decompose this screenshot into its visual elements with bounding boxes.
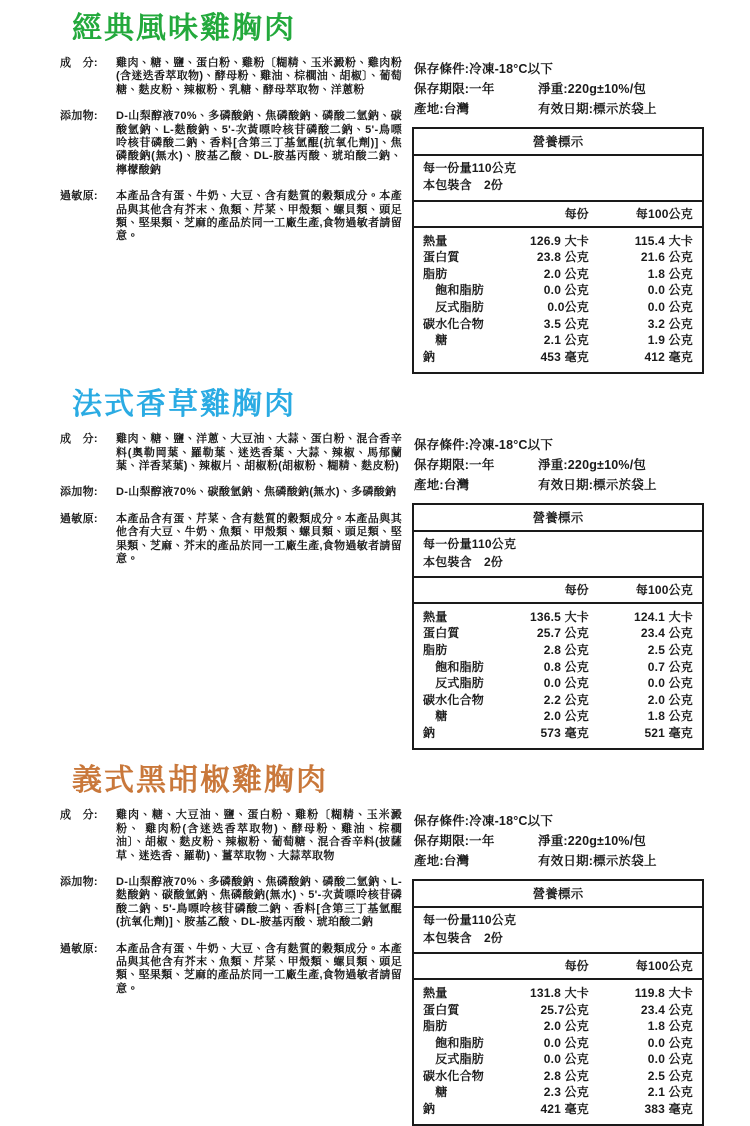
additives-label: 添加物: <box>60 875 98 888</box>
value-per-100g: 2.0 公克 <box>647 692 693 707</box>
section-body <box>60 57 724 374</box>
value-per-serving: 421 毫克 <box>540 1101 589 1116</box>
nutrient-label: 熱量 <box>423 233 448 248</box>
nutrition-row <box>423 642 693 659</box>
value-per-100g: 0.7 公克 <box>647 659 693 674</box>
nutrition-title: 營養標示 <box>414 881 702 908</box>
nutrition-rows <box>414 604 702 748</box>
value-per-serving: 2.0 公克 <box>543 266 589 281</box>
allergens-label: 過敏原: <box>60 190 98 203</box>
nutrient-label: 糖 <box>423 709 448 724</box>
product-section-french <box>60 388 724 750</box>
nutrition-row <box>423 1084 693 1101</box>
nutrition-row <box>423 349 693 366</box>
value-per-100g: 3.2 公克 <box>647 316 693 331</box>
value-per-serving: 2.1 公克 <box>543 333 589 348</box>
storage-info <box>414 435 704 495</box>
storage-origin-expiry <box>414 475 704 495</box>
col-header-per-serving: 每份 <box>564 959 589 974</box>
nutrition-row <box>423 299 693 316</box>
value-per-serving: 2.2 公克 <box>543 692 589 707</box>
storage-info <box>414 811 704 871</box>
nutrient-label: 脂肪 <box>423 266 448 281</box>
nutrition-row <box>423 233 693 250</box>
ingredients-row <box>60 57 402 97</box>
spacer <box>423 581 497 598</box>
additives-row <box>60 486 402 499</box>
nutrition-row <box>423 1051 693 1068</box>
nutrition-column-headers <box>414 954 702 980</box>
nutrition-row <box>423 708 693 725</box>
nutrient-label: 熱量 <box>423 609 448 624</box>
allergens-label: 過敏原: <box>60 942 98 955</box>
nutrition-row <box>423 1068 693 1085</box>
nutrient-label: 飽和脂肪 <box>423 283 485 298</box>
storage-origin-expiry <box>414 99 704 119</box>
ingredients-text: 雞肉、糖、大豆油、鹽、蛋白粉、雞粉〔糊精、玉米澱粉、 雞肉粉(含迷迭香萃取物)、酵母粉、雞油、棕櫚油〕、胡椒、麩皮粉、辣椒粉、葡萄糖、混合香辛料(披薩草、迷迭香、羅勒)、薑萃取物、大蒜萃取物 <box>116 809 402 862</box>
product-title-classic: 經典風味雞胸肉 <box>72 12 296 45</box>
ingredients-label: 成 分: <box>60 809 98 822</box>
nutrition-row <box>423 1101 693 1118</box>
value-per-100g: 0.0 公克 <box>647 283 693 298</box>
value-per-100g: 0.0 公克 <box>647 1035 693 1050</box>
col-header-per-serving: 每份 <box>564 206 589 221</box>
value-per-100g: 119.8 大卡 <box>634 986 693 1001</box>
product-title-italian: 義式黑胡椒雞胸肉 <box>72 764 328 798</box>
label-column <box>412 809 704 1126</box>
col-header-per-serving: 每份 <box>564 582 589 597</box>
value-per-serving: 3.5 公克 <box>543 316 589 331</box>
value-per-serving: 2.8 公克 <box>543 643 589 658</box>
nutrition-row <box>423 1035 693 1052</box>
allergens-text: 本產品含有蛋、芹菜、含有麩質的穀類成分。本產品與其他含有大豆、牛奶、魚類、甲殼類、螺貝類、頭足類、堅果類、芝麻、芥末的產品於同一工廠生產,食物過敏者請留意。 <box>116 512 402 565</box>
ingredient-column <box>60 433 402 579</box>
col-header-per-100g: 每100公克 <box>635 206 693 221</box>
storage-origin-expiry <box>414 851 704 871</box>
shelf-life: 保存期限:一年 <box>414 82 495 96</box>
value-per-serving: 453 毫克 <box>540 349 589 364</box>
value-per-serving: 126.9 大卡 <box>530 233 589 248</box>
nutrient-label: 脂肪 <box>423 643 448 658</box>
ingredients-text: 雞肉、糖、鹽、蛋白粉、雞粉〔糊精、玉米澱粉、雞肉粉(含迷迭香萃取物)、酵母粉、雞油、棕櫚油、胡椒〕、葡萄糖、麩皮粉、辣椒粉、乳糖、酵母萃取物、洋蔥粉 <box>116 57 402 96</box>
nutrition-rows <box>414 228 702 372</box>
net-weight: 淨重:220g±10%/包 <box>538 82 647 96</box>
nutrition-row <box>423 332 693 349</box>
nutrient-label: 蛋白質 <box>423 626 460 641</box>
allergens-text: 本產品含有蛋、牛奶、大豆、含有麩質的穀類成分。本產品與其他含有芥末、魚類、芹菜、甲殼類、螺貝類、頭足類、堅果類、芝麻的產品於同一工廠生產,食物過敏者請留意。 <box>116 190 402 243</box>
allergens-row <box>60 943 402 997</box>
value-per-100g: 124.1 大卡 <box>634 609 693 624</box>
nutrient-label: 鈉 <box>423 1101 436 1116</box>
storage-shelf-weight <box>414 455 704 475</box>
value-per-serving: 136.5 大卡 <box>530 609 589 624</box>
value-per-serving: 2.8 公克 <box>543 1068 589 1083</box>
storage-condition: 保存條件:冷凍-18°C以下 <box>414 62 554 76</box>
value-per-100g: 0.0 公克 <box>647 1052 693 1067</box>
value-per-100g: 2.5 公克 <box>647 643 693 658</box>
nutrition-row <box>423 1002 693 1019</box>
value-per-serving: 23.8 公克 <box>536 250 589 265</box>
nutrient-label: 碳水化合物 <box>423 692 485 707</box>
nutrition-row <box>423 316 693 333</box>
additives-text: D-山梨醇液70%、碳酸氫鈉、焦磷酸鈉(無水)、多磷酸鈉 <box>116 486 397 499</box>
nutrition-row <box>423 692 693 709</box>
col-header-per-100g: 每100公克 <box>635 959 693 974</box>
value-per-serving: 0.0公克 <box>547 299 589 314</box>
serving-info <box>414 908 702 954</box>
value-per-serving: 2.0 公克 <box>543 709 589 724</box>
value-per-serving: 0.0 公克 <box>543 676 589 691</box>
origin: 產地:台灣 <box>414 478 470 493</box>
nutrient-label: 熱量 <box>423 986 448 1001</box>
label-column <box>412 57 704 374</box>
nutrient-label: 反式脂肪 <box>423 676 485 691</box>
additives-label: 添加物: <box>60 110 98 123</box>
allergens-label: 過敏原: <box>60 512 98 525</box>
origin: 產地:台灣 <box>414 854 470 869</box>
additives-row <box>60 110 402 177</box>
value-per-100g: 1.8 公克 <box>647 709 693 724</box>
nutrient-label: 反式脂肪 <box>423 1052 485 1067</box>
nutrient-label: 飽和脂肪 <box>423 659 485 674</box>
nutrition-table <box>412 879 704 1126</box>
label-column <box>412 433 704 750</box>
nutrition-row <box>423 675 693 692</box>
nutrition-column-headers <box>414 578 702 604</box>
ingredient-column <box>60 57 402 257</box>
nutrition-row <box>423 249 693 266</box>
nutrient-label: 反式脂肪 <box>423 299 485 314</box>
section-body <box>60 809 724 1126</box>
serving-info <box>414 532 702 578</box>
value-per-serving: 25.7 公克 <box>536 626 589 641</box>
nutrition-title: 營養標示 <box>414 505 702 532</box>
value-per-100g: 0.0 公克 <box>647 676 693 691</box>
value-per-100g: 23.4 公克 <box>640 626 693 641</box>
nutrition-row <box>423 985 693 1002</box>
serving-size: 每一份量110公克 <box>423 161 517 175</box>
product-section-classic <box>60 12 724 374</box>
value-per-serving: 2.3 公克 <box>543 1085 589 1100</box>
nutrient-label: 蛋白質 <box>423 1002 460 1017</box>
nutrition-table <box>412 127 704 374</box>
nutrient-label: 糖 <box>423 1085 448 1100</box>
serving-info <box>414 156 702 202</box>
shelf-life: 保存期限:一年 <box>414 834 495 849</box>
allergens-text: 本產品含有蛋、牛奶、大豆、含有麩質的穀類成分。本產品與其他含有芥末、魚類、芹菜、甲殼類、螺貝類、頭足類、堅果類、芝麻的產品於同一工廠生產,食物過敏者請留意。 <box>116 942 402 995</box>
value-per-100g: 115.4 大卡 <box>634 233 693 248</box>
product-title-french: 法式香草雞胸肉 <box>72 388 296 422</box>
nutrition-row <box>423 1018 693 1035</box>
serving-size: 每一份量110公克 <box>423 913 517 928</box>
nutrient-label: 碳水化合物 <box>423 316 485 331</box>
value-per-100g: 2.5 公克 <box>647 1068 693 1083</box>
expiry-date: 有效日期:標示於袋上 <box>538 854 657 869</box>
value-per-serving: 2.0 公克 <box>543 1019 589 1034</box>
nutrient-label: 脂肪 <box>423 1019 448 1034</box>
storage-info <box>414 59 704 119</box>
nutrition-row <box>423 725 693 742</box>
spacer <box>423 957 497 974</box>
serving-size: 每一份量110公克 <box>423 537 517 552</box>
value-per-100g: 1.8 公克 <box>647 1019 693 1034</box>
net-weight: 淨重:220g±10%/包 <box>538 458 647 473</box>
col-header-per-100g: 每100公克 <box>635 582 693 597</box>
origin: 產地:台灣 <box>414 102 470 116</box>
nutrient-label: 蛋白質 <box>423 250 460 265</box>
value-per-100g: 2.1 公克 <box>647 1085 693 1100</box>
value-per-serving: 0.0 公克 <box>543 1052 589 1067</box>
nutrition-row <box>423 625 693 642</box>
nutrient-label: 鈉 <box>423 725 436 740</box>
additives-label: 添加物: <box>60 486 98 499</box>
nutrient-label: 飽和脂肪 <box>423 1035 485 1050</box>
nutrition-row <box>423 282 693 299</box>
nutrient-label: 碳水化合物 <box>423 1068 485 1083</box>
value-per-100g: 412 毫克 <box>644 349 693 364</box>
storage-condition: 保存條件:冷凍-18°C以下 <box>414 814 554 829</box>
value-per-100g: 1.8 公克 <box>647 266 693 281</box>
nutrition-title: 營養標示 <box>414 129 702 156</box>
value-per-100g: 521 毫克 <box>644 725 693 740</box>
storage-condition: 保存條件:冷凍-18°C以下 <box>414 438 554 453</box>
nutrition-rows <box>414 980 702 1124</box>
product-section-italian <box>60 764 724 1126</box>
nutrient-label: 糖 <box>423 333 448 348</box>
servings-per-pack: 本包裝含 2份 <box>423 178 504 193</box>
net-weight: 淨重:220g±10%/包 <box>538 834 647 849</box>
value-per-serving: 0.0 公克 <box>543 283 589 298</box>
allergens-row <box>60 190 402 244</box>
ingredients-label: 成 分: <box>60 433 98 446</box>
value-per-serving: 0.0 公克 <box>543 1035 589 1050</box>
ingredients-label: 成 分: <box>60 57 98 69</box>
value-per-serving: 131.8 大卡 <box>530 986 589 1001</box>
ingredients-row <box>60 433 402 473</box>
ingredients-row <box>60 809 402 863</box>
nutrition-row <box>423 609 693 626</box>
additives-row <box>60 876 402 930</box>
ingredients-text: 雞肉、糖、鹽、洋蔥、大豆油、大蒜、蛋白粉、混合香辛料(奧勒岡葉、羅勒葉、迷迭香葉、大蒜、辣椒、馬郁蘭葉、洋香菜葉)、辣椒片、胡椒粉(胡椒粉、糊精、麩皮粉) <box>116 433 402 472</box>
additives-text: D-山梨醇液70%、多磷酸鈉、焦磷酸鈉、磷酸二氫鈉、L-麩酸鈉、碳酸氫鈉、焦磷酸鈉(無水)、5'-次黃嘌呤核苷磷酸二鈉、5'-鳥嘌呤核苷磷酸二鈉、香料[含第三丁基氫醌(抗氧化劑)]、胺基乙酸、DL-胺基丙酸、琥珀酸二鈉 <box>116 875 402 929</box>
value-per-serving: 0.8 公克 <box>543 659 589 674</box>
servings-per-pack: 本包裝含 2份 <box>423 930 504 945</box>
nutrition-table <box>412 503 704 750</box>
expiry-date: 有效日期:標示於袋上 <box>538 102 657 116</box>
nutrition-row <box>423 659 693 676</box>
expiry-date: 有效日期:標示於袋上 <box>538 478 657 493</box>
storage-shelf-weight <box>414 79 704 99</box>
shelf-life: 保存期限:一年 <box>414 458 495 473</box>
value-per-100g: 0.0 公克 <box>647 299 693 314</box>
ingredient-column <box>60 809 402 1009</box>
servings-per-pack: 本包裝含 2份 <box>423 554 504 569</box>
additives-text: D-山梨醇液70%、多磷酸鈉、焦磷酸鈉、磷酸二氫鈉、碳酸氫鈉、L-麩酸鈉、5'-次黃嘌呤核苷磷酸二鈉、5'-鳥嘌呤核苷磷酸二鈉、香料[含第三丁基氫醌(抗氧化劑)]、焦磷酸鈉(無水)、胺基乙酸、DL-胺基丙酸、琥珀酸二鈉、檸檬酸鈉 <box>116 110 402 176</box>
nutrition-column-headers <box>414 202 702 228</box>
nutrition-row <box>423 266 693 283</box>
value-per-100g: 383 毫克 <box>644 1101 693 1116</box>
value-per-serving: 25.7公克 <box>540 1002 589 1017</box>
spacer <box>423 205 497 222</box>
section-body <box>60 433 724 750</box>
nutrient-label: 鈉 <box>423 349 436 364</box>
value-per-100g: 23.4 公克 <box>640 1002 693 1017</box>
allergens-row <box>60 513 402 567</box>
value-per-serving: 573 毫克 <box>540 725 589 740</box>
value-per-100g: 1.9 公克 <box>647 333 693 348</box>
storage-shelf-weight <box>414 831 704 851</box>
value-per-100g: 21.6 公克 <box>640 250 693 265</box>
